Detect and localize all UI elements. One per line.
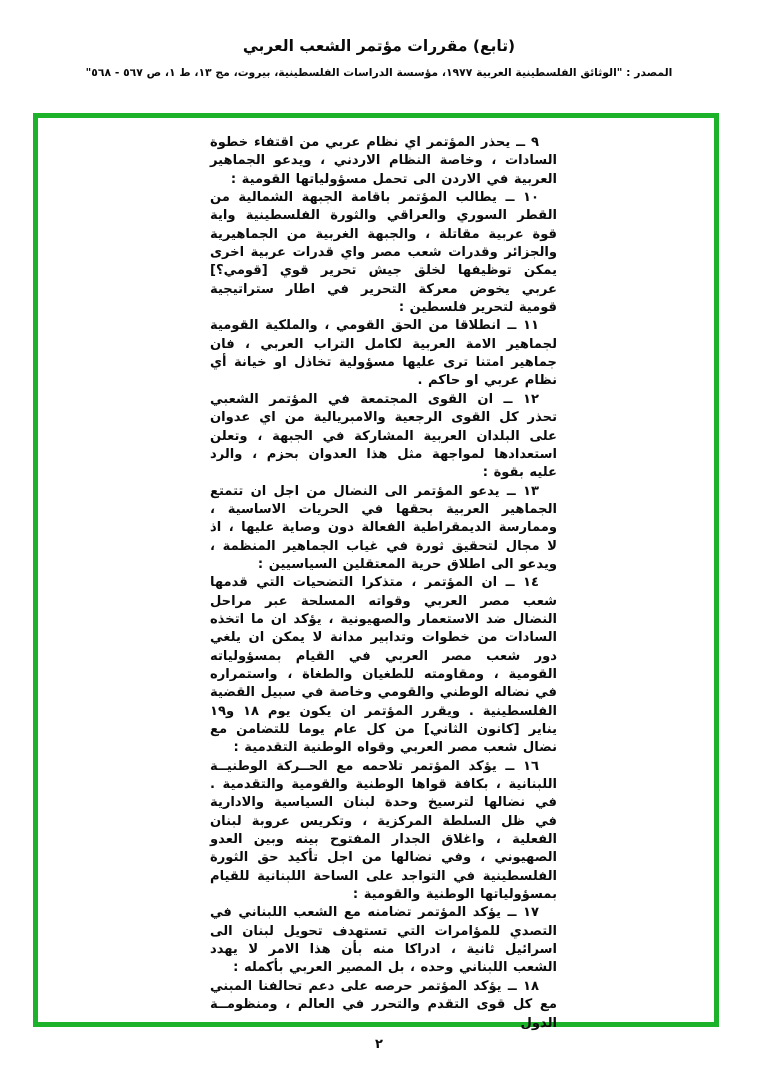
- page-header: [0, 0, 758, 79]
- paragraph-10: ١٠ ــ يطالب المؤتمر باقامة الجبهة الشمالية من القطر السوري والعراقي والثورة الفلسطينية واية قوة عربية مقاتلة ، والجبهة الغربية من الجماهيرية والجزائر وقدرات شعب مصر واي قدرات عربية اخرى يمكن توظيفها لخلق جيش تحرير قوي [قومي؟] عربي يخوض معركة التحرير في اطار ستراتيجية قومية لتحرير فلسطين :: [210, 190, 557, 316]
- paragraph-18: ١٨ ــ يؤكد المؤتمر حرصه على دعم تحالفنا المبني مع كل قوى التقدم والتحرر في العالم ، ومنظومــة الدول: [210, 978, 557, 1031]
- paragraph-17: ١٧ ــ يؤكد المؤتمر تضامنه مع الشعب اللبناني في التصدي للمؤامرات التي تستهدف تحويل لبنان الى اسرائيل ثانية ، ادراكا منه بأن هذا الامر لا يهدد الشعب اللبناني وحده ، بل المصير العربي بأكمله :: [210, 905, 557, 976]
- document-body-text: [210, 118, 557, 1033]
- paragraph-13: ١٣ ــ يدعو المؤتمر الى النضال من اجل ان تتمتع الجماهير العربية بحقها في الحريات الاساسية ، وممارسة الديمقراطية الفعالة دون وصاية عليها ، اذ لا مجال لتحقيق ثورة في غياب الجماهير المنظمة ، ويدعو الى اطلاق حرية المعتقلين السياسيين :: [210, 483, 557, 572]
- paragraph-9: ٩ ــ يحذر المؤتمر اي نظام عربي من اقتفاء خطوة السادات ، وخاصة النظام الاردني ، ويدعو الجماهير العربية في الاردن الى تحمل مسؤولياتها القومية :: [210, 135, 557, 187]
- paragraph-11: ١١ ــ انطلاقا من الحق القومي ، والملكية القومية لجماهير الامة العربية لكامل التراب العربي ، فان جماهير امتنا ترى عليها مسؤولية تخاذل او خيانة أي نظام عربي او حاكم .: [210, 318, 557, 389]
- paragraph-12: ١٢ ــ ان القوى المجتمعة في المؤتمر الشعبي تحذر كل القوى الرجعية والامبريالية من اي عدوان على البلدان العربية المشاركة في الجبهة ، وتعلن استعدادها لمواجهة مثل هذا العدوان بحزم ، والرد عليه بقوة :: [210, 391, 557, 481]
- page-number: ٢: [375, 1037, 383, 1052]
- source-citation: المصدر : "الوثائق الفلسطينية العربية ١٩٧٧، مؤسسة الدراسات الفلسطينية، بيروت، مج ١٣، ط ١، ص ٥٦٧ - ٥٦٨": [85, 66, 673, 79]
- document-border-box: [33, 113, 719, 1031]
- page-title: (تابع) مقررات مؤتمر الشعب العربي: [242, 37, 516, 55]
- paragraph-16: ١٦ ــ يؤكد المؤتمر تلاحمه مع الحــركة الوطنيــة اللبنانية ، بكافة قواها الوطنية والقومية والتقدمية . في نضالها لترسيخ وحدة لبنان السياسية والادارية في ظل السلطة المركزية ، وتكريس عروبة لبنان الفعلية ، واغلاق الجدار المفتوح بينه وبين العدو الصهيوني ، وفي نضالها من اجل تأكيد حق الثورة الفلسطينية في التواجد على الساحة اللبنانية للقيام بمسؤولياتها الوطنية والقومية :: [210, 758, 557, 903]
- paragraph-14: ١٤ ــ ان المؤتمر ، متذكرا التضحيات التي قدمها شعب مصر العربي وقواته المسلحة عبر مراحل النضال ضد الاستعمار والصهيونية ، يؤكد ان ما اتخذه السادات من خطوات وتدابير مدانة لا يمكن ان يلغي دور شعب مصر العربي في القيام بمسؤولياته القومية ، ومقاومته للطغيان والطغاة ، واستمراره في نضاله الوطني والقومي وخاصة في سبيل القضية الفلسطينية . ويقرر المؤتمر ان يكون يوم ١٨ و١٩ يناير [كانون الثاني] من كل عام يوما للتضامن مع نضال شعب مصر العربي وقواه الوطنية التقدمية :: [210, 575, 557, 756]
